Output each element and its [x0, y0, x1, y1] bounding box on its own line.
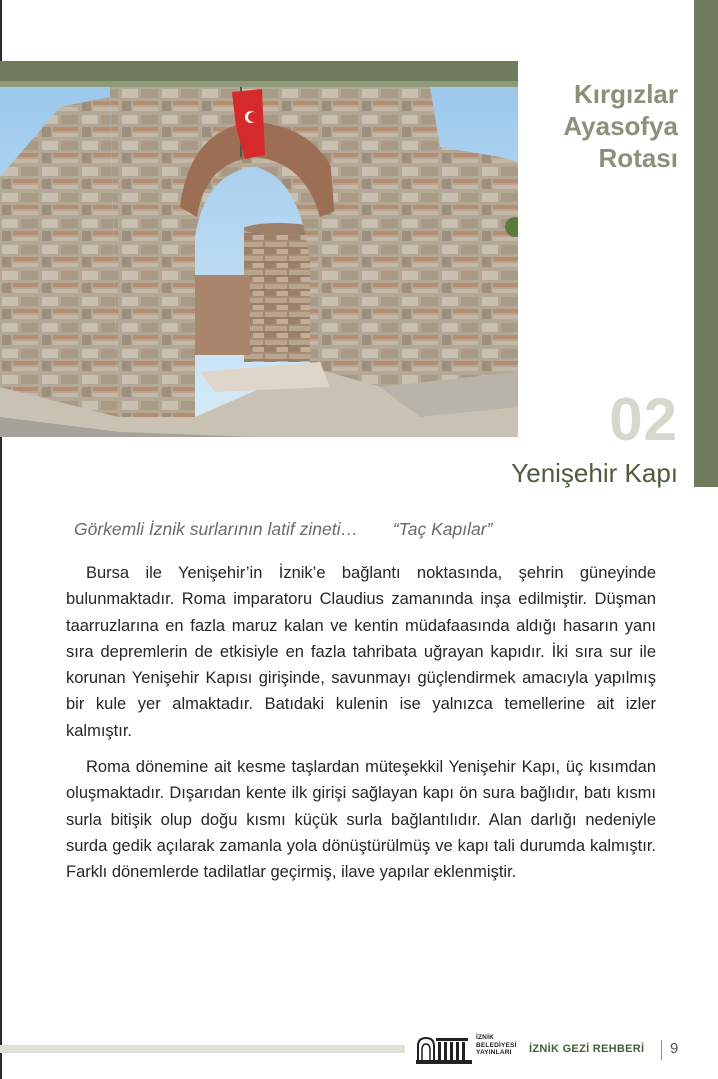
- route-title-line-2: Ayasofya: [563, 111, 678, 141]
- body-paragraph-1: Bursa ile Yenişehir’in İznik’e bağlantı noktasında, şehrin güneyinde bulunmaktadır. Roma imparatoru Claudius zamanında inşa edilmiştir. Düşman taarruzlarına en fazla maruz kalan ve kentin müdafaasında aldığı hasarın yanı sıra depremlerin de etkisiyle en fazla tahribata uğrayan kapıdır. İki sıra sur ile korunan Yenişehir Kapısı girişinde, savunmayı güçlendirmek amacıyla yapılmış bir kule yer almaktadır. Batıdaki kulenin ise yalnızca temellerine ait izler kalmıştır.: [66, 564, 656, 740]
- section-title: Yenişehir Kapı: [511, 458, 678, 488]
- subtitle-quote: “Taç Kapılar”: [392, 519, 493, 539]
- footer-rule: [0, 1045, 405, 1053]
- body-text: [66, 560, 656, 896]
- side-accent-bar: [694, 0, 718, 487]
- footer-guide-label: İZNİK GEZİ REHBERİ: [529, 1043, 645, 1055]
- body-paragraph-2: Roma dönemine ait kesme taşlardan müteşekkil Yenişehir Kapı, üç kısımdan oluşmaktadır. Dışarıdan kente ilk girişi sağlayan kapı ön sura bağlıdır, batı kısmı surla bitişik olup doğu kısmı küçük surla bağlantılıdır. Alan darlığı nedeniyle surda gedik açılarak zamanla yola dönüştürülmüş ve kapı tali durumda kalmıştır. Farklı dönemlerde tadilatlar geçirmiş, ilave yapılar eklenmiştir.: [66, 758, 656, 882]
- page-number: 9: [670, 1040, 679, 1057]
- route-title-line-3: Rotası: [598, 143, 678, 173]
- gate-photo: [0, 87, 518, 437]
- logo-line-1: İZNİK: [476, 1034, 494, 1041]
- route-title-line-1: Kırgızlar: [573, 79, 678, 109]
- logo-wordmark: [476, 1034, 516, 1057]
- subtitle-left: Görkemli İznik surlarının latif zineti…: [74, 519, 358, 539]
- logo-line-3: YAYINLARI: [476, 1049, 512, 1056]
- section-number: 02: [609, 386, 678, 453]
- top-accent-band: [0, 61, 518, 81]
- subtitle: [74, 519, 492, 540]
- footer-separator: [661, 1040, 662, 1060]
- municipality-logo: [414, 1032, 474, 1066]
- route-title: [563, 78, 678, 174]
- logo-line-2: BELEDİYESİ: [476, 1041, 517, 1049]
